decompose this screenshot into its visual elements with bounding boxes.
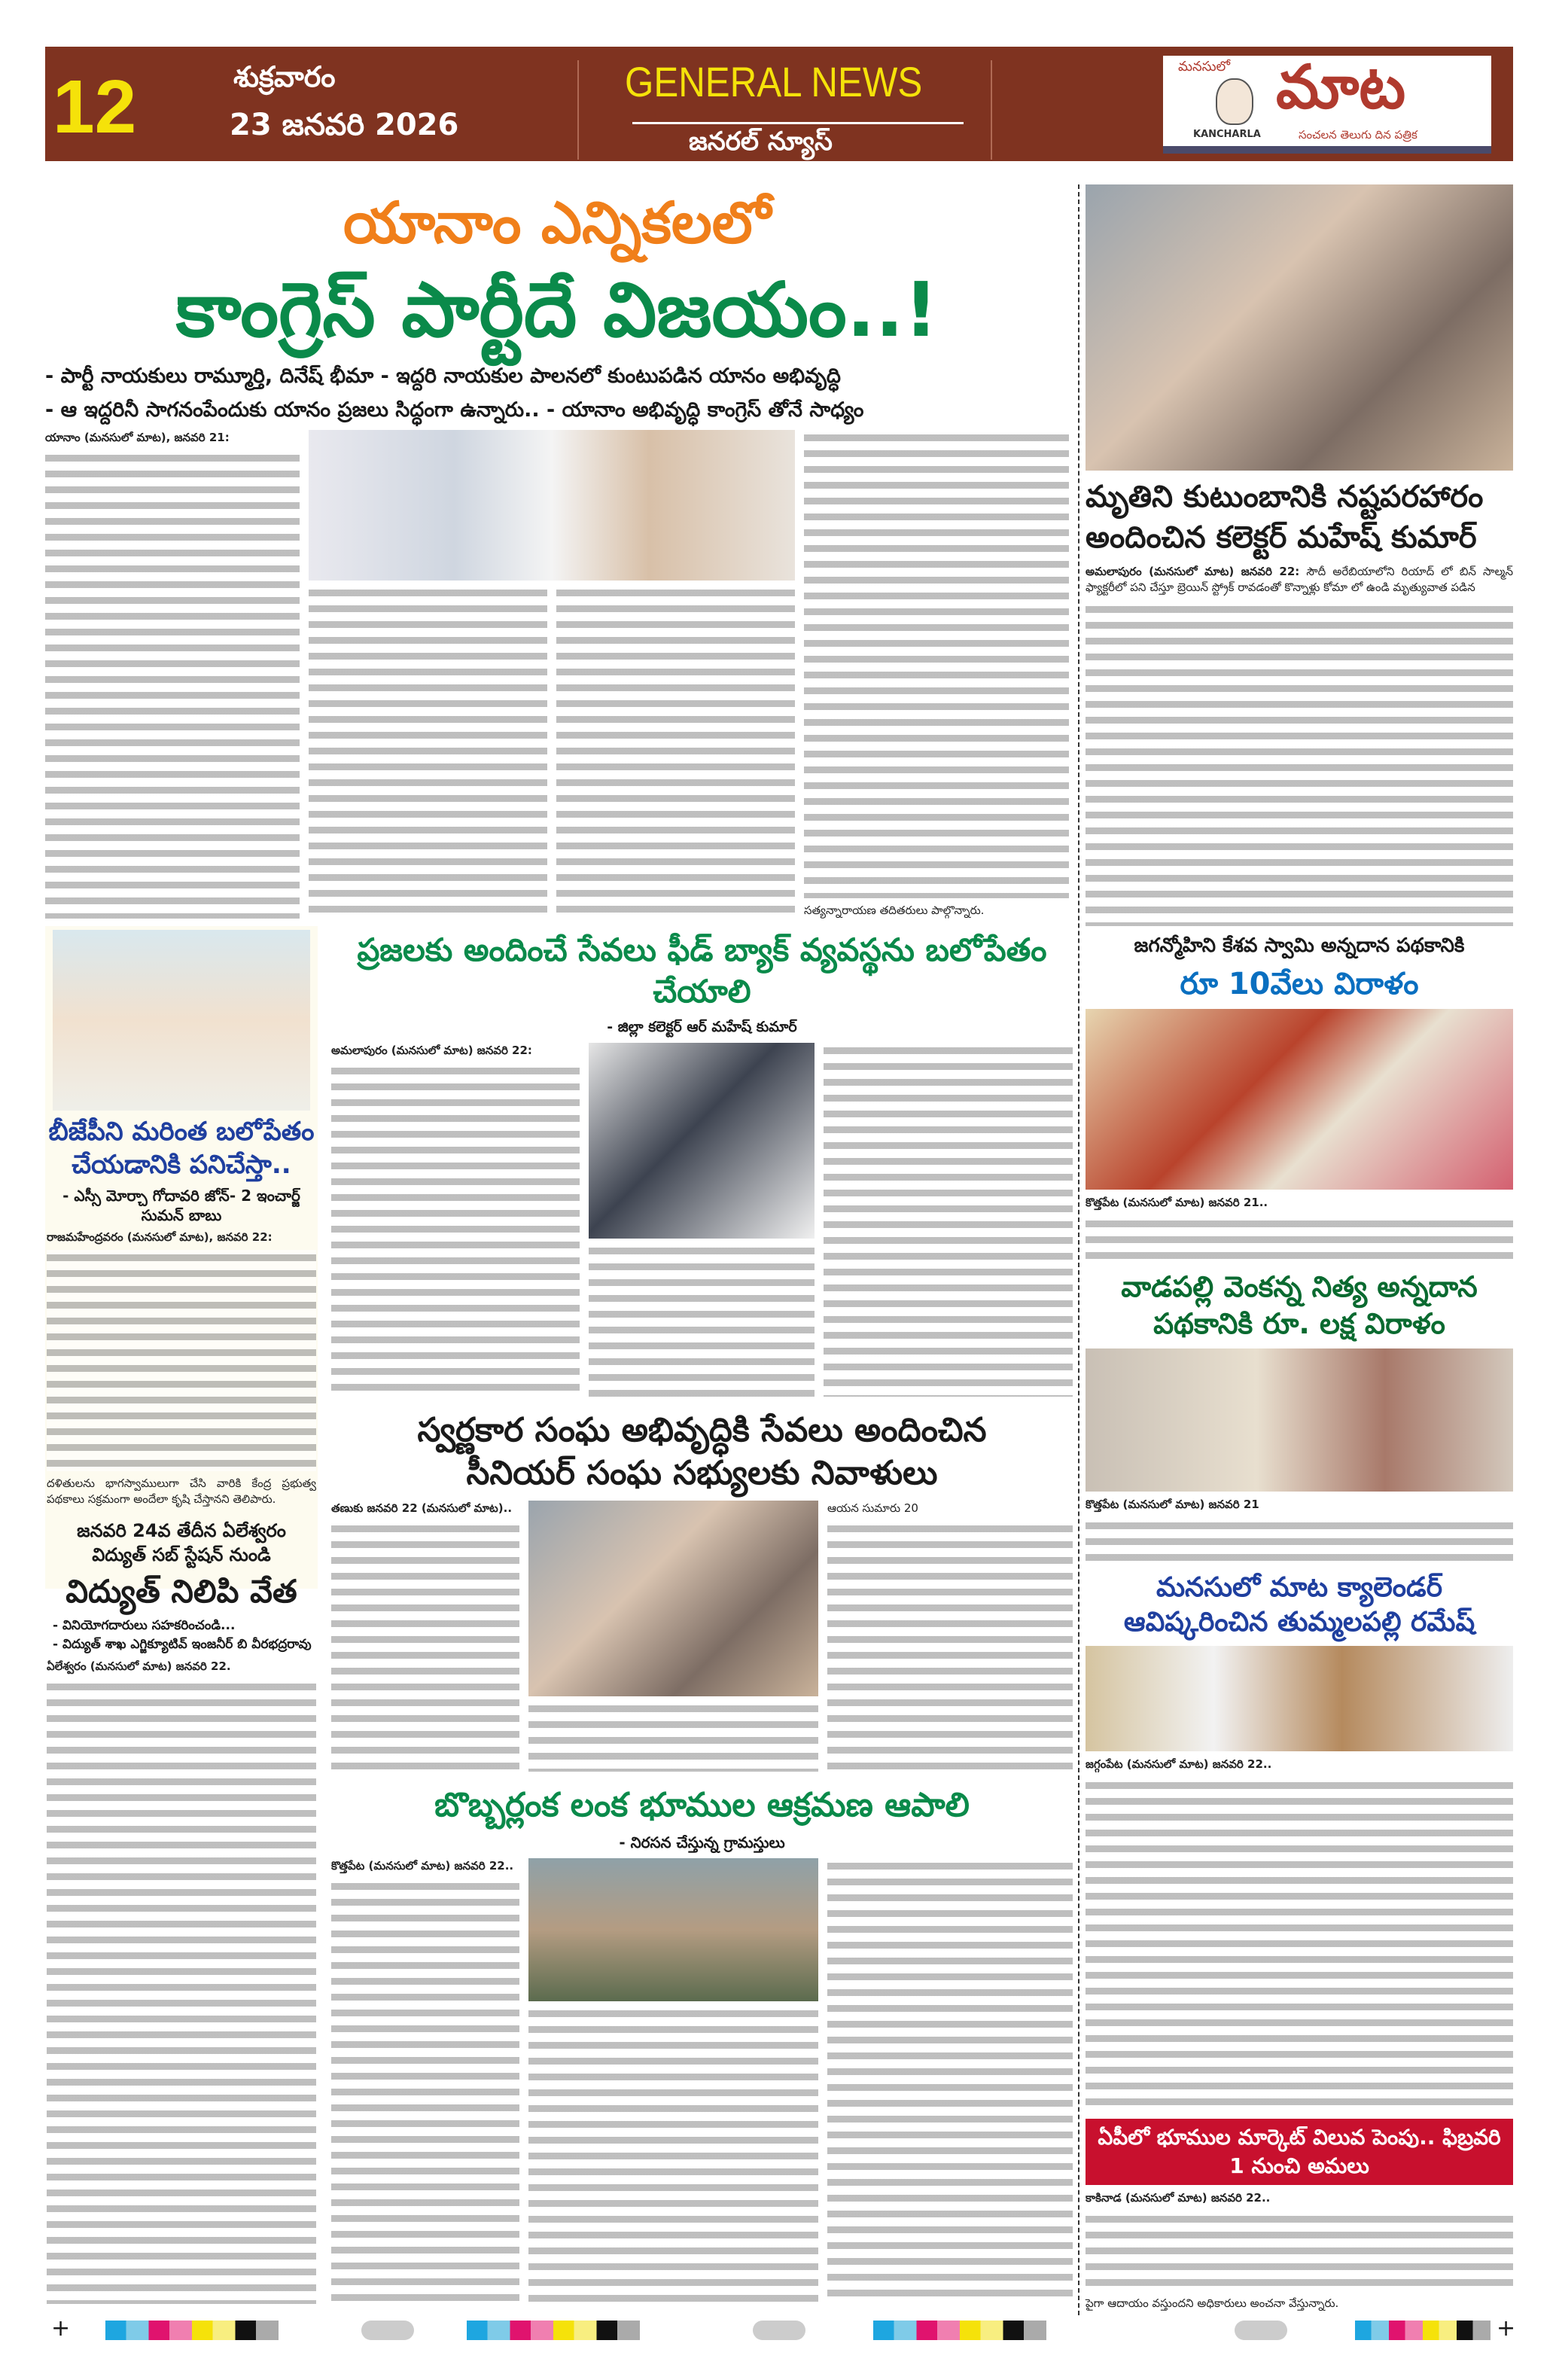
gray-patch xyxy=(361,2321,414,2340)
color-bar xyxy=(873,2321,1046,2340)
lead-column xyxy=(45,430,300,919)
feedback-byline: - జిల్లా కలెక్టర్ ఆర్ మహేష్ కుమార్ xyxy=(607,1019,797,1036)
article-dateline xyxy=(45,430,300,446)
dateline: కాకినాడ (మనసులో మాట) జనవరి 22.. xyxy=(1086,2191,1271,2205)
registration-mark-icon: + xyxy=(1497,2315,1516,2342)
dateline: జగ్గంపేట (మనసులో మాట) జనవరి 22.. xyxy=(1086,1757,1272,1772)
dateline: కొత్తపేట (మనసులో మాట) జనవరి 21 xyxy=(1086,1497,1259,1511)
divider xyxy=(577,60,579,160)
temple-photo xyxy=(1086,1009,1513,1190)
article-dateline xyxy=(1086,2190,1513,2206)
temple-prehead: జగన్మోహిని కేశవ స్వామి అన్నదాన పథకానికి xyxy=(1134,934,1465,957)
article-body xyxy=(1086,1778,1513,2113)
article-body xyxy=(1086,1518,1513,1565)
article-body xyxy=(827,1858,1073,2304)
goldsmith-column xyxy=(528,1501,818,1772)
divider xyxy=(991,60,992,160)
collector-story xyxy=(1086,184,1513,926)
registration-mark-icon: + xyxy=(51,2315,71,2342)
article-dateline xyxy=(1086,1497,1513,1513)
dateline: యానాం (మనసులో మాట), జనవరి 21: xyxy=(45,431,230,445)
article-dateline xyxy=(47,1659,316,1675)
article-body xyxy=(47,1250,316,1471)
column-divider xyxy=(1078,184,1079,2315)
bjp-photo xyxy=(53,930,310,1111)
headline-line: సీనియర్ సంఘ సభ్యులకు నివాళులు xyxy=(466,1454,938,1493)
lead-body xyxy=(45,430,1069,919)
logo-tagline: సంచలన తెలుగు దిన పత్రిక xyxy=(1299,128,1417,142)
lanka-body xyxy=(331,1858,1073,2304)
vadapalli-photo xyxy=(1086,1348,1513,1492)
lead-subcolumns xyxy=(309,585,795,919)
lanka-headline: బొబ్బర్లంక లంక భూముల ఆక్రమణ ఆపాలి xyxy=(434,1786,970,1825)
lead-subhead: - ఆ ఇద్దరినీ సాగనంపేందుకు యానం ప్రజలు సిద్ధంగా ఉన్నారు.. - యానాం అభివృద్ధి కాంగ్రెస్ తోనే సాధ్యం xyxy=(45,398,864,422)
middle-column xyxy=(331,930,1073,2304)
divider xyxy=(632,122,964,124)
article-body xyxy=(1086,602,1513,926)
lanka-byline: - నిరసన చేస్తున్న గ్రామస్తులు xyxy=(619,1833,785,1852)
logo-text: మాట xyxy=(1276,52,1406,122)
article-dateline xyxy=(331,1501,519,1516)
dateline: అమలాపురం (మనసులో మాట) జనవరి 22: xyxy=(331,1043,532,1057)
article-body xyxy=(45,450,300,919)
logo-prefix: మనసులో xyxy=(1178,59,1231,75)
masthead-date: 23 జనవరి 2026 xyxy=(230,108,459,142)
lead-headline: కాంగ్రెస్ పార్టీదే విజయం..! xyxy=(175,266,939,355)
vadapalli-headline xyxy=(1086,1269,1513,1343)
color-bar xyxy=(105,2321,279,2340)
page-number: 12 xyxy=(53,65,137,149)
dateline: అమలాపురం (మనసులో మాట) జనవరి 22: xyxy=(1086,565,1300,578)
dateline: కొత్తపేట (మనసులో మాట) జనవరి 22.. xyxy=(331,1859,514,1873)
dateline: రాజమహేంద్రవరం (మనసులో మాట), జనవరి 22: xyxy=(47,1230,273,1245)
article-body xyxy=(589,1243,815,1397)
land-headline: ఏపీలో భూముల మార్కెట్ విలువ పెంపు.. ఫిబ్రవరి 1 నుంచి అమలు xyxy=(1086,2119,1513,2185)
feedback-column xyxy=(589,1043,815,1397)
lead-column xyxy=(804,430,1069,919)
headline-line: మృతిని కుటుంబానికి నష్టపరహారం xyxy=(1086,480,1484,514)
article-dateline xyxy=(1086,1195,1513,1211)
color-bar xyxy=(1355,2321,1491,2340)
section-title-te: జనరల్ న్యూస్ xyxy=(689,126,833,157)
feedback-body xyxy=(331,1043,1073,1397)
goldsmith-column xyxy=(827,1501,1073,1772)
headline-line: ఆవిష్కరించిన తుమ్మలపల్లి రమేష్ xyxy=(1123,1607,1475,1638)
article-body xyxy=(47,1679,316,2304)
lanka-photo xyxy=(528,1858,818,2001)
lead-story xyxy=(45,188,1069,919)
dateline: తణుకు జనవరి 22 (మనసులో మాట).. xyxy=(331,1501,513,1516)
lead-column xyxy=(309,430,795,919)
article-body xyxy=(1086,1216,1513,1263)
right-column xyxy=(1086,934,1513,2311)
article-dateline xyxy=(47,1230,316,1245)
article-body xyxy=(804,430,1069,898)
article-tail: దళితులను భాగస్వాములుగా చేసి వారికి కేంద్ర ప్రభుత్వ పథకాలు సక్రమంగా అందేలా కృషి చేస్తానని తెలిపారు. xyxy=(47,1476,316,1507)
bjp-subhead: - ఎస్సీ మోర్చా గోదావరి జోన్- 2 ఇంచార్జ్ సుమన్ బాబు xyxy=(62,1187,300,1225)
article-body xyxy=(827,1521,1073,1772)
article-body xyxy=(824,1043,1073,1397)
bjp-headline: బీజేపీని మరింత బలోపేతం చేయడానికి పనిచేస్తా.. xyxy=(48,1117,315,1181)
subhead-line: - విద్యుత్ శాఖ ఎగ్జిక్యూటివ్ ఇంజనీర్ బి వీరభద్రరావు xyxy=(53,1636,312,1652)
headline-line: స్వర్ణకార సంఘ అభివృద్ధికి సేవలు అందించిన xyxy=(417,1410,987,1449)
headline-line: పథకానికి రూ. లక్ష విరాళం xyxy=(1153,1307,1445,1341)
article-body xyxy=(331,1879,519,2304)
article-dateline xyxy=(331,1043,580,1059)
goldsmith-photo xyxy=(528,1501,818,1696)
subhead-line: - వినియోగదారులు సహకరించండి... xyxy=(53,1618,236,1634)
collector-desk-photo xyxy=(589,1043,815,1239)
feedback-column xyxy=(331,1043,580,1397)
article-body xyxy=(309,585,547,919)
article-tail: సత్యన్నారాయణ తదితరులు పాల్గొన్నారు. xyxy=(804,904,985,917)
masthead-day: శుక్రవారం xyxy=(233,60,336,93)
calendar-photo xyxy=(1086,1646,1513,1751)
headline-line: వాడపల్లి వెంకన్న నిత్య అన్నదాన xyxy=(1121,1269,1478,1303)
calendar-headline xyxy=(1086,1571,1513,1641)
logo-brand: KANCHARLA xyxy=(1193,129,1261,140)
article-body xyxy=(1086,2211,1513,2290)
collector-headline xyxy=(1086,477,1513,558)
color-bar xyxy=(467,2321,640,2340)
collector-photo xyxy=(1086,184,1513,471)
lead-kicker: యానాం ఎన్నికలలో xyxy=(343,189,771,256)
article-body xyxy=(556,585,795,919)
temple-headline: రూ 10వేలు విరాళం xyxy=(1180,966,1419,1001)
headline-line: మనసులో మాట క్యాలెండర్ xyxy=(1156,1571,1443,1603)
goldsmith-column xyxy=(331,1501,519,1772)
article-dateline xyxy=(331,1858,519,1874)
article-body xyxy=(528,1701,818,1772)
gray-patch xyxy=(1235,2321,1287,2340)
lead-photo xyxy=(309,430,795,581)
lead-subhead: - పార్టీ నాయకులు రామ్మూర్తి, దినేష్ భీమా - ఇద్దరి నాయకుల పాలనలో కుంటుపడిన యానం అభివృద్ధి xyxy=(45,364,841,389)
article-lead: ఆయన సుమారు 20 xyxy=(827,1501,918,1516)
gray-patch xyxy=(753,2321,805,2340)
dateline: ఏలేశ్వరం (మనసులో మాట) జనవరి 22. xyxy=(47,1659,231,1673)
goldsmith-headline xyxy=(331,1409,1073,1495)
section-title-en: GENERAL NEWS xyxy=(625,58,923,105)
lanka-column xyxy=(528,1858,818,2304)
article-tail: పైగా ఆదాయం వస్తుందని అధికారులు అంచనా వేస్తున్నారు. xyxy=(1086,2296,1339,2310)
headline-line: విద్యుత్ సబ్ స్టేషన్ నుండి xyxy=(92,1543,271,1565)
article-lead xyxy=(1086,564,1513,596)
feedback-headline: ప్రజలకు అందించే సేవలు ఫీడ్ బ్యాక్ వ్యవస్థను బలోపేతం చేయాలి xyxy=(357,931,1047,1010)
lead-text: సౌదీ అరేబియాలోని రియాద్ లో బిన్ సాల్మన్ ఫ్యాక్టరీలో పని చేస్తూ బ్రెయిన్ స్ట్రోక్ రావడంతో కొన్నాళ్లు కోమా లో ఉండి మృత్యువాత పడిన xyxy=(1086,565,1513,594)
power-headline: విద్యుత్ నిలిపి వేత xyxy=(65,1572,297,1610)
power-subhead xyxy=(47,1617,316,1653)
newspaper-logo xyxy=(1163,52,1491,154)
left-sidebar xyxy=(47,930,316,2304)
article-body xyxy=(528,2006,818,2304)
article-body xyxy=(331,1521,519,1772)
article-body xyxy=(331,1063,580,1397)
power-prehead xyxy=(47,1519,316,1566)
goldsmith-body xyxy=(331,1501,1073,1772)
headline-line: జనవరి 24వ తేదీన ఏలేశ్వరం xyxy=(77,1520,286,1542)
portrait-icon xyxy=(1216,78,1253,125)
lanka-column xyxy=(331,1858,519,2304)
article-dateline xyxy=(1086,1757,1513,1772)
dateline: కొత్తపేట (మనసులో మాట) జనవరి 21.. xyxy=(1086,1195,1268,1209)
headline-line: అందించిన కలెక్టర్ మహేష్ కుమార్ xyxy=(1086,520,1477,555)
